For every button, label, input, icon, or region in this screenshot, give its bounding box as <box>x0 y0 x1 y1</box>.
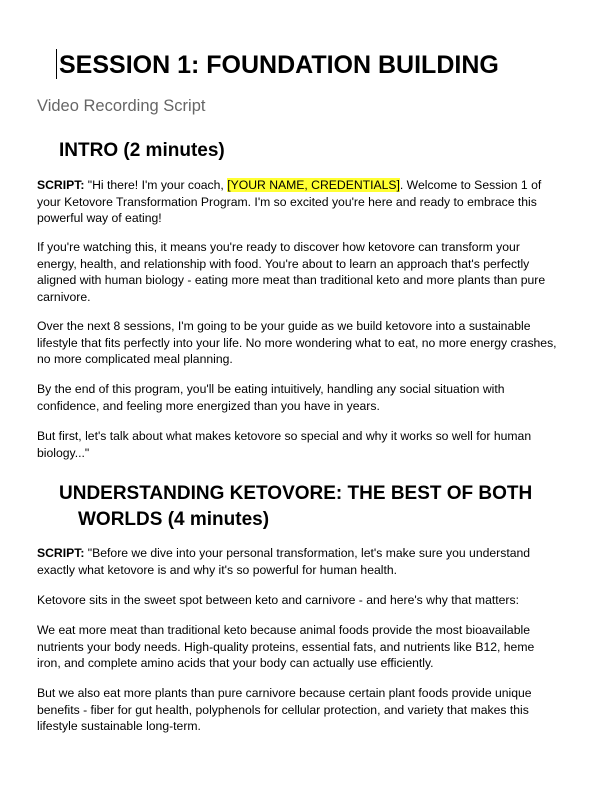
intro-paragraph-3: Over the next 8 sessions, I'm going to be your guide as we build ketovore into a sustainable lifestyle that fits perfectly into your life. No more wondering what to eat, no more energy crashes, no more complicated meal planning. <box>37 319 557 367</box>
intro-p1-before: "Hi there! I'm your coach, <box>84 178 228 192</box>
intro-paragraph-4: By the end of this program, you'll be eating intuitively, handling any social situation with confidence, and feeling more energized than you have in years. <box>37 382 505 413</box>
document-subtitle: Video Recording Script <box>37 97 206 115</box>
understanding-paragraph-3: We eat more meat than traditional keto because animal foods provide the most bioavailable nutrients your body needs. High-quality proteins, essential fats, and nutrients like B12, heme iron, and complete amino acids that your body can actually use efficiently. <box>37 623 535 671</box>
understanding-paragraph-2: Ketovore sits in the sweet spot between keto and carnivore - and here's why that matters: <box>37 593 519 607</box>
understanding-paragraph-1 <box>37 545 557 578</box>
intro-paragraph-5: But first, let's talk about what makes ketovore so special and why it works so well for human biology..." <box>37 429 532 460</box>
highlighted-placeholder: [YOUR NAME, CREDENTIALS] <box>227 178 400 192</box>
understanding-heading-line-1: UNDERSTANDING KETOVORE: THE BEST OF BOTH <box>59 483 533 504</box>
script-label: SCRIPT: <box>37 178 85 192</box>
intro-heading: INTRO (2 minutes) <box>59 140 225 161</box>
understanding-heading <box>59 481 559 533</box>
intro-p1-after: . Welcome to Session 1 of your Ketovore Transformation Program. I'm so excited you're here and ready to embrace this powerful way of eating! <box>37 178 542 226</box>
text-cursor <box>56 49 57 79</box>
understanding-paragraph-4: But we also eat more plants than pure carnivore because certain plant foods provide unique benefits - fiber for gut health, polyphenols for cellular protection, and variety that makes this lifestyle sustainable long-term. <box>37 686 532 734</box>
understanding-p1-text: "Before we dive into your personal transformation, let's make sure you understand exactly what ketovore is and why it's so powerful for human health. <box>37 546 531 577</box>
script-label: SCRIPT: <box>37 546 85 560</box>
understanding-heading-line-2: WORLDS (4 minutes) <box>78 509 270 530</box>
intro-paragraph-1 <box>37 177 557 227</box>
document-title: SESSION 1: FOUNDATION BUILDING <box>59 51 499 79</box>
intro-paragraph-2: If you're watching this, it means you're ready to discover how ketovore can transform your energy, health, and relationship with food. You're about to learn an approach that's perfectly aligned with human biology - eating more meat than traditional keto and more plants than pure carnivore. <box>37 240 546 304</box>
